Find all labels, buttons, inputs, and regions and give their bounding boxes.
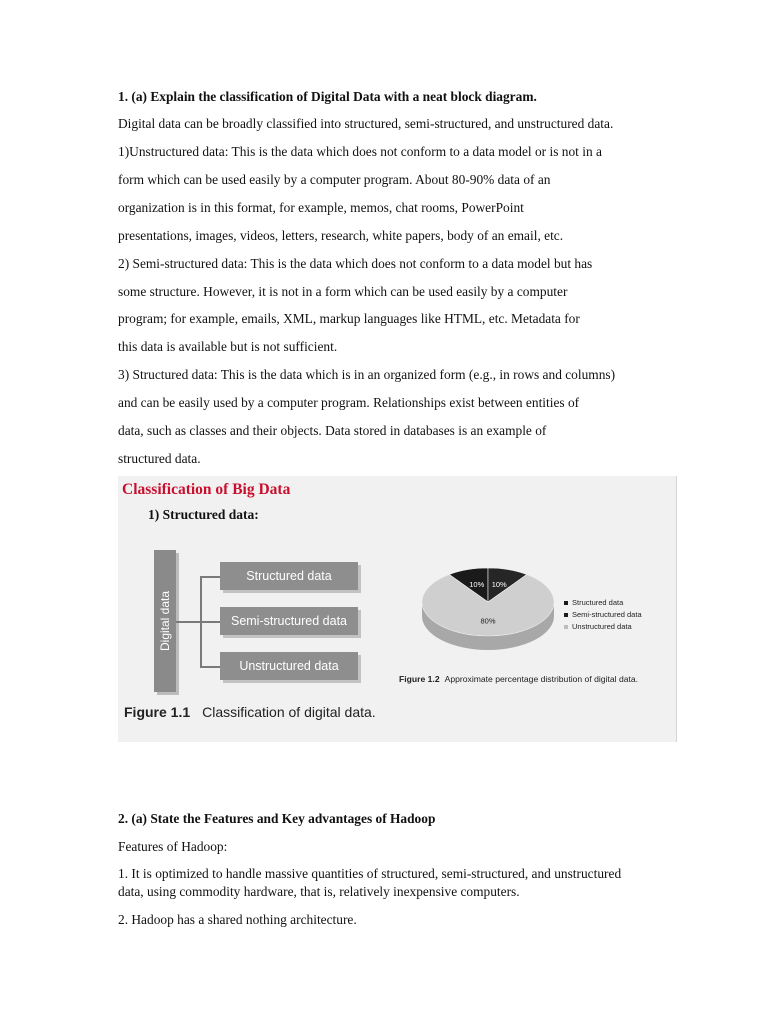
legend-swatch <box>564 625 568 629</box>
figure-1-1-caption <box>124 704 376 720</box>
q1-line: 3) Structured data: This is the data which is in an organized form (e.g., in rows and columns) <box>118 367 616 382</box>
connector-branch <box>200 621 220 623</box>
figure-1-1-number: Figure 1.1 <box>124 704 191 720</box>
pie-value-label: 80% <box>480 616 496 626</box>
q2-heading: 2. (a) State the Features and Key advantages of Hadoop <box>118 811 436 826</box>
figure-classification <box>118 476 677 742</box>
digital-data-label: Digital data <box>158 590 172 652</box>
q1-intro: Digital data can be broadly classified into structured, semi-structured, and unstructured data. <box>118 116 614 131</box>
q1-line: program; for example, emails, XML, markup languages like HTML, etc. Metadata for <box>118 311 580 326</box>
figure-1-1-text: Classification of digital data. <box>202 704 376 720</box>
figure-1-2-text: Approximate percentage distribution of digital data. <box>444 674 639 684</box>
pie-value-label: 10% <box>491 580 507 590</box>
q2-item2: 2. Hadoop has a shared nothing architecture. <box>118 912 357 927</box>
legend-item <box>564 621 642 633</box>
connector-branch <box>200 666 220 668</box>
pie-value-label: 10% <box>469 580 485 590</box>
q1-line: 1)Unstructured data: This is the data which does not conform to a data model or is not in a <box>118 144 602 159</box>
semi-structured-data-box: Semi-structured data <box>220 607 358 635</box>
figure-title: Classification of Big Data <box>122 481 291 498</box>
legend-label: Structured data <box>572 598 624 607</box>
legend-item <box>564 597 642 609</box>
q1-heading: 1. (a) Explain the classification of Digital Data with a neat block diagram. <box>118 89 537 104</box>
figure-1-2-caption <box>399 674 638 684</box>
q1-line: this data is available but is not sufficient. <box>118 339 338 354</box>
q2-item1-line: 1. It is optimized to handle massive quantities of structured, semi-structured, and unstructured <box>118 866 622 881</box>
legend-label: Semi-structured data <box>572 610 642 619</box>
legend-label: Unstructured data <box>572 622 632 631</box>
structured-data-box: Structured data <box>220 562 358 590</box>
legend-swatch <box>564 613 568 617</box>
q1-line: data, such as classes and their objects. Data stored in databases is an example of <box>118 423 547 438</box>
q1-line: 2) Semi-structured data: This is the data which does not conform to a data model but has <box>118 256 593 271</box>
q1-line: and can be easily used by a computer program. Relationships exist between entities of <box>118 395 580 410</box>
pie-legend <box>564 597 642 633</box>
connector-branch <box>200 576 220 578</box>
q2-subheading: Features of Hadoop: <box>118 839 228 854</box>
q1-line: organization is in this format, for example, memos, chat rooms, PowerPoint <box>118 200 524 215</box>
q1-line: presentations, images, videos, letters, research, white papers, body of an email, etc. <box>118 228 564 243</box>
pie-top <box>422 568 554 636</box>
figure-subtitle: 1) Structured data: <box>148 507 259 522</box>
q1-line: form which can be used easily by a computer program. About 80-90% data of an <box>118 172 551 187</box>
q1-line: structured data. <box>118 451 201 466</box>
unstructured-data-box: Unstructured data <box>220 652 358 680</box>
q1-line: some structure. However, it is not in a form which can be used easily by a computer <box>118 284 568 299</box>
q2-item1-line: data, using commodity hardware, that is, relatively inexpensive computers. <box>118 884 520 899</box>
pie-chart <box>416 558 560 666</box>
figure-1-2-number: Figure 1.2 <box>399 674 440 684</box>
legend-item <box>564 609 642 621</box>
connector-stem <box>176 621 200 623</box>
legend-swatch <box>564 601 568 605</box>
